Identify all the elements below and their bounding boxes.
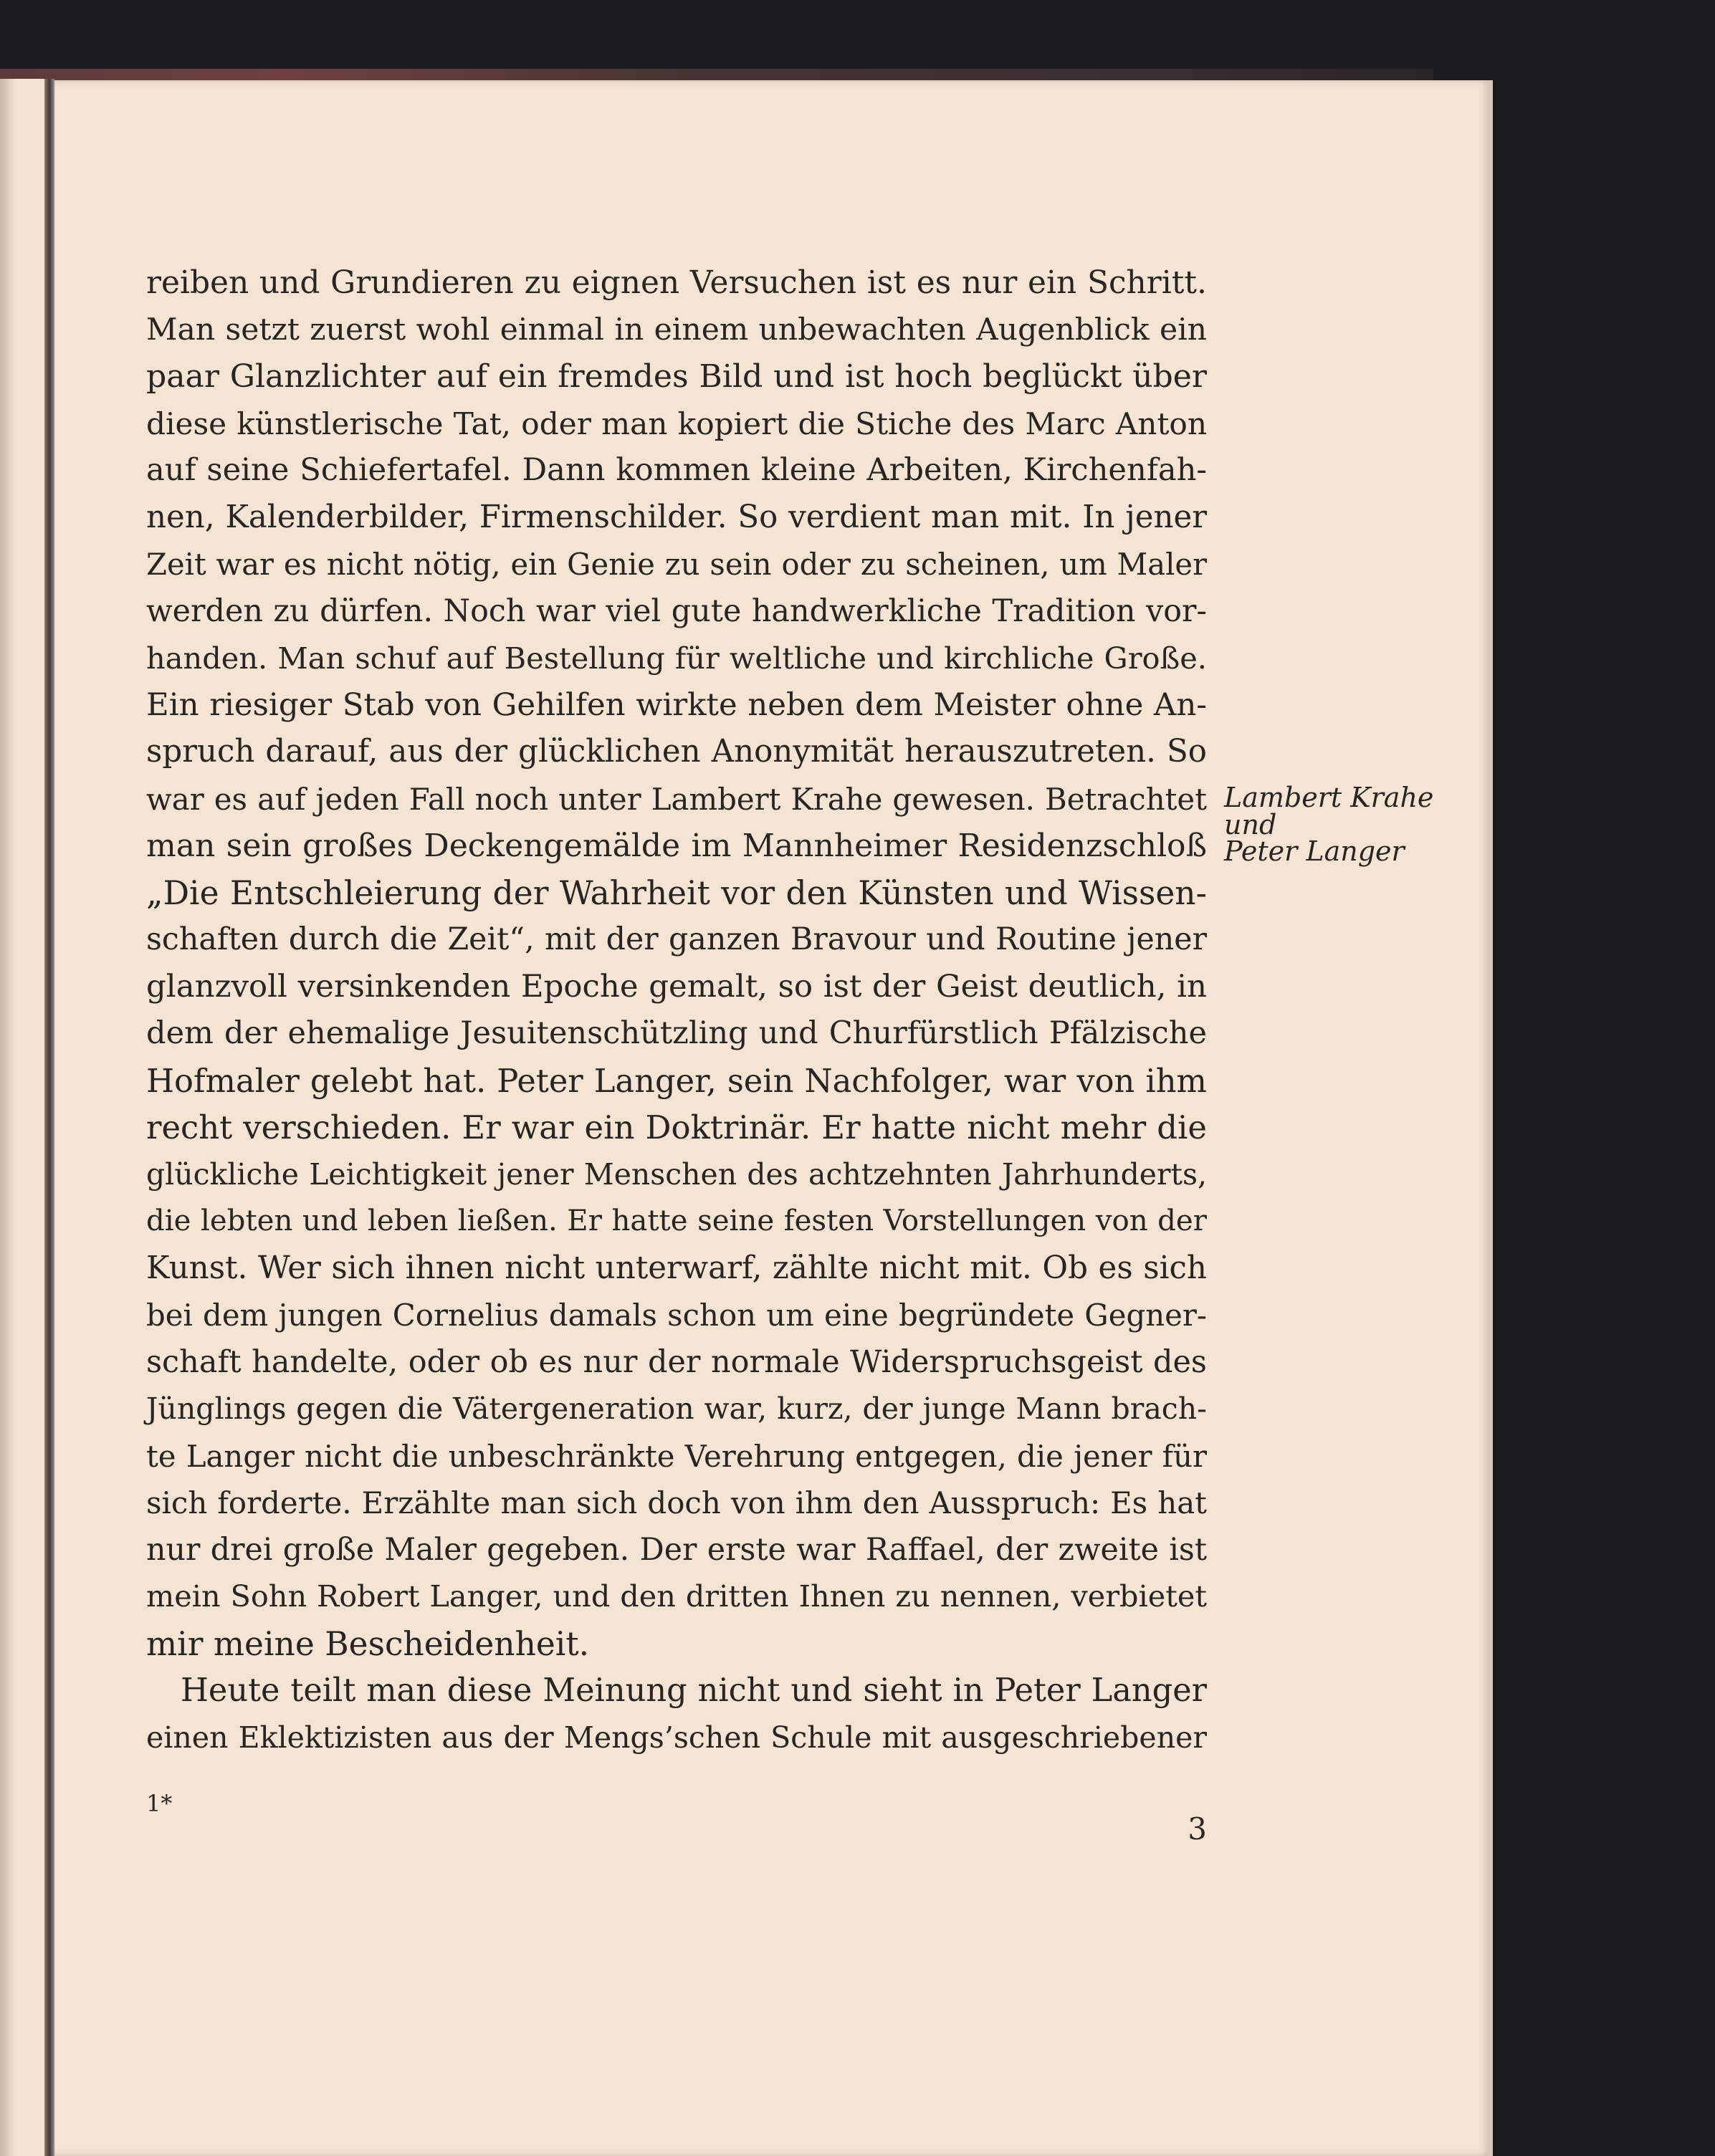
text-line: bei dem jungen Cornelius damals schon um eine begründete Gegner- <box>146 1298 1207 1333</box>
signature-mark: 1* <box>146 1790 173 1817</box>
text-line: die lebten und leben ließen. Er hatte seine festen Vorstellungen von der <box>146 1204 1207 1237</box>
text-line: war es auf jeden Fall noch unter Lambert Krahe gewesen. Betrachtet <box>146 781 1207 817</box>
text-line: glückliche Leichtigkeit jener Menschen des achtzehnten Jahrhunderts, <box>146 1156 1207 1192</box>
text-line: mein Sohn Robert Langer, und den dritten Ihnen zu nennen, verbietet <box>146 1579 1207 1614</box>
text-line: einen Eklektizisten aus der Mengs’schen Schule mit ausgeschriebener <box>146 1720 1207 1755</box>
body-text <box>146 259 1207 1761</box>
text-line: recht verschieden. Er war ein Doktrinär. Er hatte nicht mehr die <box>146 1108 1207 1146</box>
text-line: man sein großes Deckengemälde im Mannheimer Residenzschloß <box>146 828 1207 864</box>
text-line: Zeit war es nicht nötig, ein Genie zu sein oder zu scheinen, um Maler <box>146 547 1207 582</box>
marginal-note-line-2: und <box>1224 809 1277 840</box>
text-line: Jünglings gegen die Vätergeneration war, kurz, der junge Mann brach- <box>146 1391 1207 1426</box>
text-line: auf seine Schiefertafel. Dann kommen kleine Arbeiten, Kirchenfah- <box>146 452 1207 488</box>
text-line: sich forderte. Erzählte man sich doch von ihm den Ausspruch: Es hat <box>146 1485 1207 1520</box>
text-line: nur drei große Maler gegeben. Der erste war Raffael, der zweite ist <box>146 1531 1207 1568</box>
text-line: reiben und Grundieren zu eignen Versuchen ist es nur ein Schritt. <box>146 264 1207 301</box>
text-line: Hofmaler gelebt hat. Peter Langer, sein Nachfolger, war von ihm <box>146 1061 1207 1100</box>
text-line: Man setzt zuerst wohl einmal in einem unbewachten Augenblick ein <box>146 312 1207 348</box>
page-number: 3 <box>1188 1811 1207 1846</box>
marginal-note-line-1: Lambert Krahe <box>1224 782 1434 813</box>
text-line: diese künstlerische Tat, oder man kopiert die Stiche des Marc Anton <box>146 406 1207 441</box>
text-line: schaften durch die Zeit“, mit der ganzen Bravour und Routine jener <box>146 921 1207 957</box>
text-line: Kunst. Wer sich ihnen nicht unterwarf, zählte nicht mit. Ob es sich <box>146 1250 1207 1286</box>
marginal-note-line-3: Peter Langer <box>1224 835 1405 867</box>
text-line: Heute teilt man diese Meinung nicht und sieht in Peter Langer <box>181 1672 1207 1709</box>
text-line: handen. Man schuf auf Bestellung für weltliche und kirchliche Große. <box>146 641 1207 676</box>
text-line: spruch darauf, aus der glücklichen Anonymität herauszutreten. So <box>146 734 1207 770</box>
text-line: dem der ehemalige Jesuitenschützling und Churfürstlich Pfälzische <box>146 1015 1207 1051</box>
text-line: te Langer nicht die unbeschränkte Verehrung entgegen, die jener für <box>146 1438 1207 1474</box>
text-line: paar Glanzlichter auf ein fremdes Bild und ist hoch beglückt über <box>146 358 1207 395</box>
spine-gutter <box>44 79 54 2156</box>
text-line: „Die Entschleierung der Wahrheit vor den Künsten und Wissen- <box>146 873 1207 912</box>
text-line: mir meine Bescheidenheit. <box>146 1624 590 1663</box>
text-line: werden zu dürfen. Noch war viel gute handwerkliche Tradition vor- <box>146 593 1207 629</box>
text-line: Ein riesiger Stab von Gehilfen wirkte neben dem Meister ohne An- <box>146 686 1207 723</box>
text-line: schaft handelte, oder ob es nur der normale Widerspruchsgeist des <box>146 1343 1207 1380</box>
left-page-shadow <box>0 79 14 2156</box>
page-fore-edge <box>1487 80 1493 2156</box>
text-line: nen, Kalenderbilder, Firmenschilder. So verdient man mit. In jener <box>146 499 1207 535</box>
text-line: glanzvoll versinkenden Epoche gemalt, so ist der Geist deutlich, in <box>146 968 1207 1005</box>
marginal-note <box>1224 782 1433 867</box>
